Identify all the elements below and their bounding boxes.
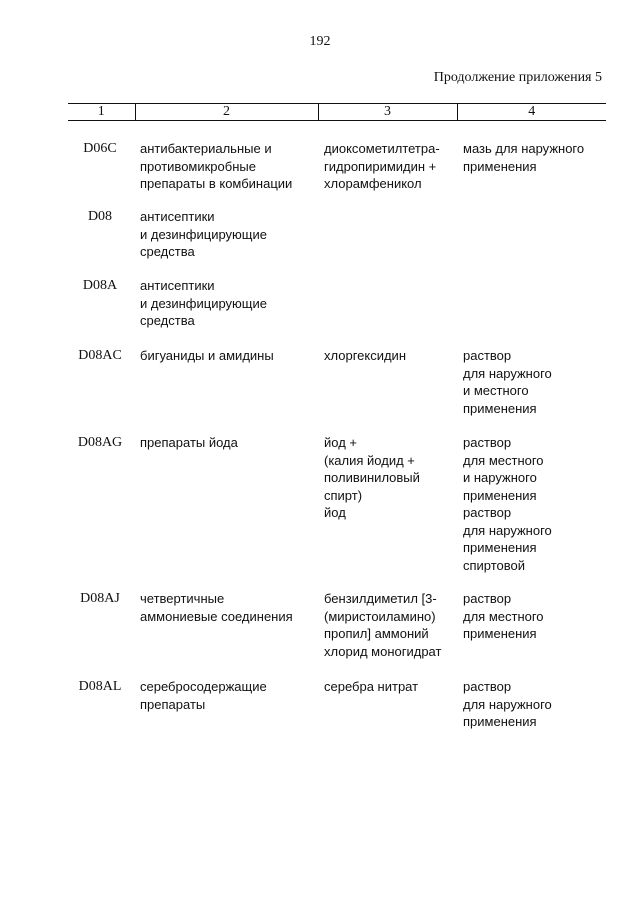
atc-code: D06C <box>83 141 117 156</box>
group-name: бигуаниды и амидины <box>140 348 274 363</box>
atc-code: D08A <box>82 278 118 293</box>
column-header-4: 4 <box>457 104 606 121</box>
atc-code: D08AG <box>77 435 123 450</box>
substance-name: хлоргексидин <box>324 348 406 363</box>
page-number: 192 <box>309 34 331 49</box>
group-name: антисептики и дезинфицирующие средства <box>140 278 267 328</box>
substance-name: диоксометилтетра- гидропиримидин + хлорамфеникол <box>324 141 440 191</box>
dosage-form: раствор для наружного и местного применения <box>463 348 552 416</box>
atc-code: D08AL <box>78 679 122 694</box>
dosage-form: раствор для местного и наружного применения раствор для наружного применения спиртовой <box>463 435 552 573</box>
column-header-2: 2 <box>135 104 318 121</box>
column-header-3: 3 <box>318 104 457 121</box>
atc-code: D08AJ <box>80 591 120 606</box>
substance-name: бензилдиметил [3- (миристоиламино) пропил] аммоний хлорид моногидрат <box>324 591 442 659</box>
dosage-form: раствор для местного применения <box>463 591 544 641</box>
group-name: четвертичные аммониевые соединения <box>140 591 293 624</box>
dosage-form: раствор для наружного применения <box>463 679 552 729</box>
group-name: антибактериальные и противомикробные препараты в комбинации <box>140 141 293 191</box>
dosage-form: мазь для наружного применения <box>463 141 585 174</box>
atc-code: D08 <box>87 209 113 224</box>
group-name: препараты йода <box>140 435 238 450</box>
substance-name: серебра нитрат <box>324 679 419 694</box>
appendix-continuation-note: Продолжение приложения 5 <box>433 70 602 85</box>
atc-code: D08AC <box>78 348 122 363</box>
group-name: серебросодержащие препараты <box>140 679 267 712</box>
drug-table-header <box>68 103 606 121</box>
column-header-1: 1 <box>68 104 135 121</box>
group-name: антисептики и дезинфицирующие средства <box>140 209 267 259</box>
substance-name: йод + (калия йодид + поливиниловый спирт) йод <box>324 435 420 520</box>
